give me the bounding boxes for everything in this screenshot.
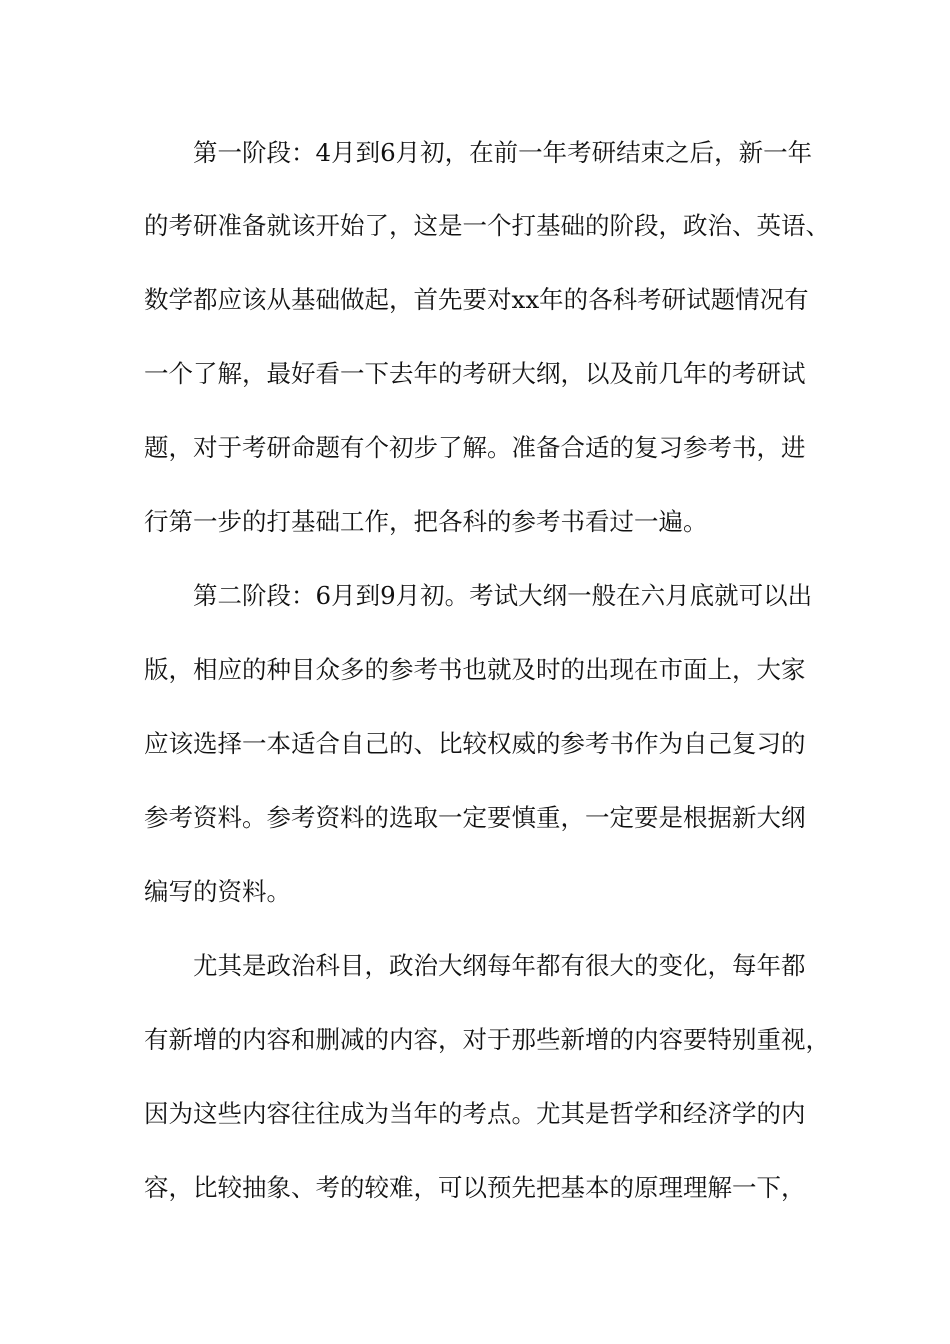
paragraph-1-line-6: 行第一步的打基础工作，把各科的参考书看过一遍。 (144, 507, 708, 536)
paragraph-2-line-1: 第二阶段：6月到9月初。考试大纲一般在六月底就可以出 (193, 581, 813, 610)
paragraph-1-line-1: 第一阶段：4月到6月初，在前一年考研结束之后，新一年 (193, 138, 813, 167)
paragraph-3-line-2: 有新增的内容和删减的内容，对于那些新增的内容要特别重视， (144, 1025, 830, 1054)
paragraph-1-line-2: 的考研准备就该开始了，这是一个打基础的阶段，政治、英语、 (144, 211, 830, 240)
paragraph-1-line-5: 题，对于考研命题有个初步了解。准备合适的复习参考书，进 (144, 433, 806, 462)
paragraph-2-line-2: 版，相应的种目众多的参考书也就及时的出现在市面上，大家 (144, 655, 806, 684)
paragraph-2-line-5: 编写的资料。 (144, 877, 291, 906)
paragraph-1-line-3: 数学都应该从基础做起，首先要对xx年的各科考研试题情况有 (144, 285, 809, 314)
paragraph-1-line-4: 一个了解，最好看一下去年的考研大纲，以及前几年的考研试 (144, 359, 806, 388)
paragraph-2-line-4: 参考资料。参考资料的选取一定要慎重，一定要是根据新大纲 (144, 803, 806, 832)
paragraph-3-line-3: 因为这些内容往往成为当年的考点。尤其是哲学和经济学的内 (144, 1099, 806, 1128)
paragraph-2-line-3: 应该选择一本适合自己的、比较权威的参考书作为自己复习的 (144, 729, 806, 758)
paragraph-3-line-1: 尤其是政治科目，政治大纲每年都有很大的变化，每年都 (193, 951, 806, 980)
paragraph-3-line-4: 容，比较抽象、考的较难，可以预先把基本的原理理解一下， (144, 1173, 806, 1202)
